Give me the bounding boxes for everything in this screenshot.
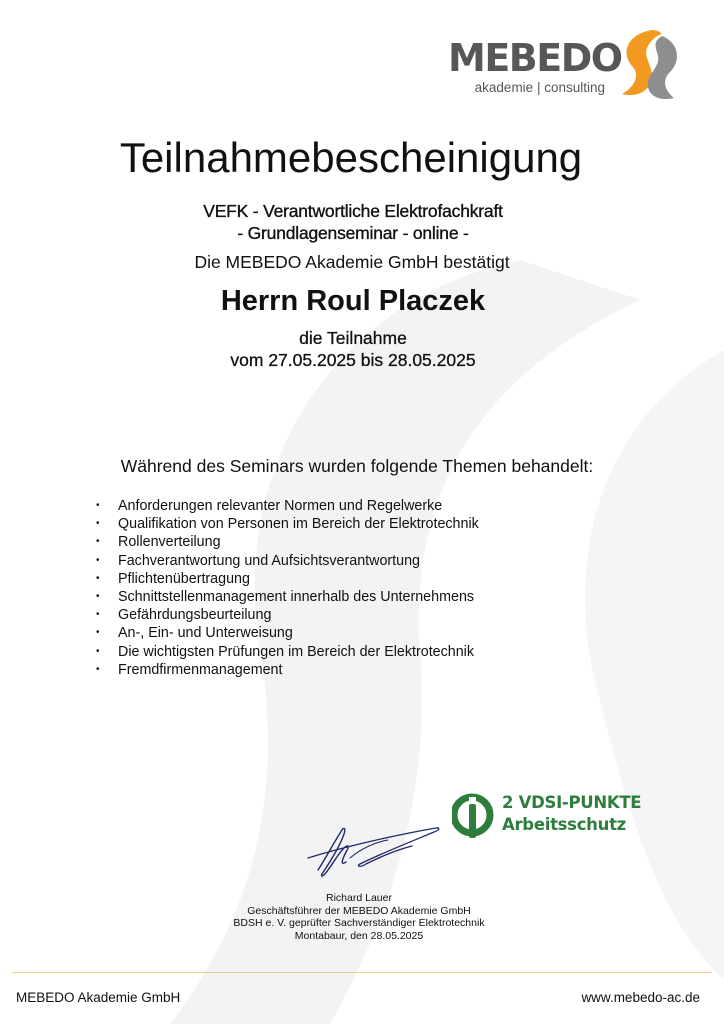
signatory-block xyxy=(0,892,718,942)
footer-company: MEBEDO Akademie GmbH xyxy=(16,990,181,1005)
bullet-icon: • xyxy=(96,663,100,675)
handwritten-signature xyxy=(300,818,450,888)
signatory-qualification: BDSH e. V. geprüfter Sachverständiger Elektrotechnik xyxy=(233,917,485,929)
list-item: • Anforderungen relevanter Normen und Regelwerke xyxy=(96,498,443,514)
certificate-title: Teilnahmebescheinigung xyxy=(119,134,583,181)
bullet-icon: • xyxy=(96,554,100,566)
topics-intro: Während des Seminars wurden folgende Themen behandelt: xyxy=(120,456,594,476)
vdsi-points-badge xyxy=(452,792,652,838)
participation-dates: vom 27.05.2025 bis 28.05.2025 xyxy=(230,350,476,370)
vdsi-points: 2 VDSI-PUNKTE xyxy=(502,793,642,812)
bullet-icon: • xyxy=(96,627,100,639)
course-line-1: VEFK - Verantwortliche Elektrofachkraft xyxy=(203,201,503,221)
signatory-name: Richard Lauer xyxy=(326,892,392,904)
list-item: • Gefährdungsbeurteilung xyxy=(96,607,272,624)
bullet-icon: • xyxy=(96,591,100,603)
list-item: • Rollenverteilung xyxy=(96,534,221,551)
bullet-icon: • xyxy=(96,572,100,584)
vdsi-category: Arbeitsschutz xyxy=(502,815,626,834)
place-date: Montabaur, den 28.05.2025 xyxy=(294,929,424,942)
bullet-icon: • xyxy=(96,609,100,621)
list-item: • Die wichtigsten Prüfungen im Bereich der Elektrotechnik xyxy=(96,643,475,660)
bullet-icon: • xyxy=(96,536,100,548)
list-item: • An-, Ein- und Unterweisung xyxy=(96,625,293,642)
participation-period xyxy=(0,327,706,371)
bullet-icon: • xyxy=(96,500,100,511)
signatory-role: Geschäftsführer der MEBEDO Akademie GmbH xyxy=(247,904,471,917)
topics-list xyxy=(96,497,479,679)
course-name xyxy=(0,200,706,244)
bullet-icon: • xyxy=(96,645,100,657)
list-item: • Qualifikation von Personen im Bereich der Elektrotechnik xyxy=(96,516,479,533)
footer-divider xyxy=(12,972,712,973)
recipient-name: Herrn Roul Placzek xyxy=(220,285,486,317)
list-item: • Schnittstellenmanagement innerhalb des Unternehmens xyxy=(96,589,475,606)
mebedo-logo xyxy=(448,28,684,102)
course-line-2: - Grundlagenseminar - online - xyxy=(237,223,469,243)
vdsi-logo-icon xyxy=(452,792,496,838)
footer-website: www.mebedo-ac.de xyxy=(581,990,700,1005)
logo-subtitle: akademie | consulting xyxy=(474,80,605,95)
list-item: • Pflichtenübertragung xyxy=(96,570,250,587)
participation-line-1: die Teilnahme xyxy=(299,328,407,348)
list-item: • Fremdfirmenmanagement xyxy=(96,661,283,678)
logo-swirl-icon xyxy=(618,28,680,102)
bullet-icon: • xyxy=(96,518,100,530)
confirmation-text: Die MEBEDO Akademie GmbH bestätigt xyxy=(194,252,510,272)
list-item: • Fachverantwortung und Aufsichtsverantwortung xyxy=(96,552,420,569)
logo-wordmark: MEBEDO xyxy=(448,36,622,80)
